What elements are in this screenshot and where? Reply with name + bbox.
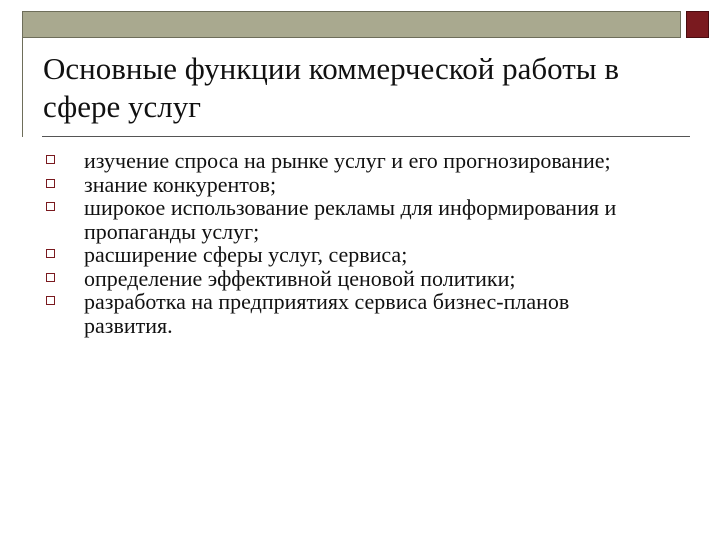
- list-item: [43, 196, 663, 243]
- bullet-text: расширение сферы услуг, сервиса;: [84, 242, 408, 267]
- hollow-square-icon: [46, 179, 55, 188]
- bullet-text: знание конкурентов;: [84, 171, 277, 197]
- bullet-list: [43, 149, 663, 337]
- hollow-square-icon: [46, 202, 55, 211]
- hollow-square-icon: [46, 249, 55, 258]
- list-item: [43, 243, 663, 267]
- hollow-square-icon: [46, 273, 55, 282]
- list-item: [43, 149, 663, 173]
- corner-accent-square: [686, 11, 709, 38]
- list-item: [43, 173, 663, 197]
- title-underline: [42, 136, 690, 137]
- bullet-text: разработка на предприятиях сервиса бизнес-планов развития.: [84, 289, 570, 338]
- hollow-square-icon: [46, 296, 55, 305]
- left-divider-line: [22, 38, 23, 137]
- bullet-text: определение эффективной ценовой политики;: [84, 265, 516, 291]
- bullet-text: широкое использование рекламы для информирования и пропаганды услуг;: [84, 195, 617, 244]
- list-item: [43, 290, 663, 337]
- hollow-square-icon: [46, 155, 55, 164]
- slide-title: Основные функции коммерческой работы в сфере услуг: [43, 51, 619, 124]
- bullet-text: изучение спроса на рынке услуг и его прогнозирование;: [84, 148, 611, 173]
- list-item: [43, 267, 663, 291]
- header-bar: [22, 11, 681, 38]
